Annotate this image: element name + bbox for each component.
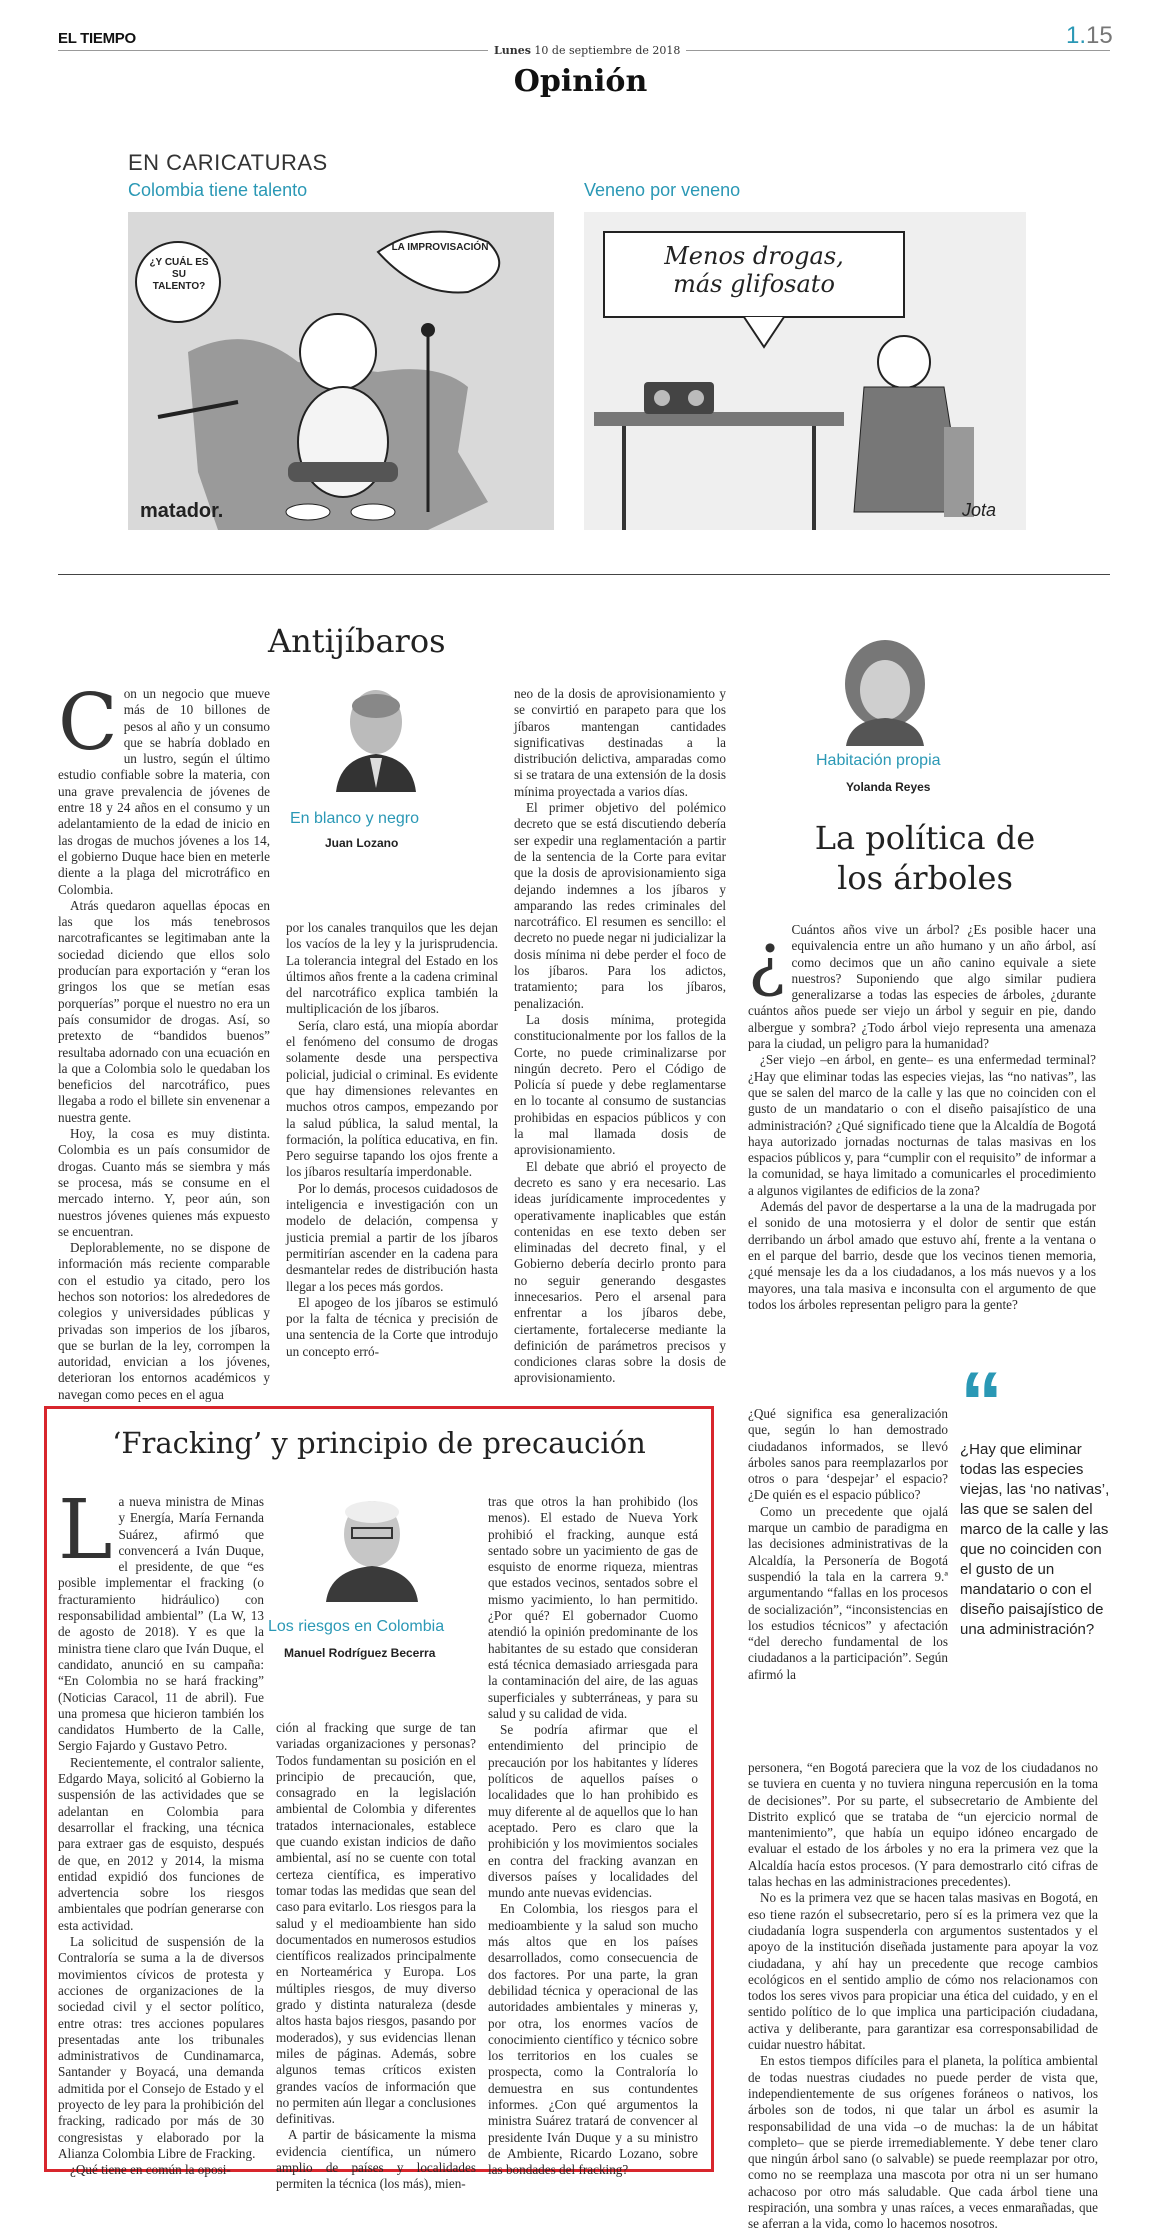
antijibaros-paragraph: Deplorablemente, no se dispone de información más reciente comparable con el estudio ya citado, pero los hechos son notorios: los alrededores de colegios y universidades públicas y privadas son imperios de los jíbaros, que se burlan de la ley, corrompen la autoridad, envician a los jóvenes, deterioran los entornos académicos y navegan como peces en el agua xyxy=(58,1240,270,1402)
fracking-drop-cap: L xyxy=(58,1483,113,1578)
cartoon-veneno-por-veneno xyxy=(584,212,1026,530)
cartoon-bubble-improvisacion: LA IMPROVISACIÓN xyxy=(391,242,489,253)
antijibaros-paragraph: El primer objetivo del polémico decreto que se está discutiendo debería ser expedir una reglamentación a partir de la sentencia de la Corte para evitar que la dosis de aprovisionamiento siga dejando indemnes a los jíbaros y amparando las redes criminales del narcotráfico. El resumen es sencillo: el decreto no puede negar ni judicializar la dosis mínima ni debe perder el foco de los jíbaros. Para los adictos, tratamiento; para los jíbaros, penalización. xyxy=(514,800,726,1011)
fracking-col-1 xyxy=(58,1483,264,2178)
cartoon-colombia-talento xyxy=(128,212,554,530)
fracking-paragraph: ¿Qué tiene en común la oposi- xyxy=(70,2162,231,2178)
arboles-paragraph: En estos tiempos difíciles para el planeta, la política ambiental de todas nuestras ciudades no puede perder de vista que, independientemente de sus orígenes foráneos o nativos, los árboles son de todos, ni que talar un árbol es asumir la responsabilidad de una vida –o de muchas: la de un hábitat completo– que se pierde irremediablemente. Y debe tener claro que ningún árbol sano (o salvable) se puede reemplazar por otro, como no se reemplaza una mascota por otra ni un ser humano achacoso por otro más saludable. Que cada árbol tiene una respiración, una sombra y unas raíces, a veces enmarañadas, que se aferran a la vida, como lo hacemos nosotros. xyxy=(748,2053,1098,2232)
arboles-title xyxy=(740,818,1110,898)
fracking-column-name: Los riesgos en Colombia xyxy=(268,1618,445,1635)
page-number-section: 1. xyxy=(1066,22,1087,49)
cartoon-caption-line-2: más glifosato xyxy=(673,270,835,298)
issue-date xyxy=(488,44,686,57)
fracking-title: ‘Fracking’ y principio de precaución xyxy=(112,1426,646,1460)
cartoonist-signature-right: Jota xyxy=(962,500,997,520)
antijibaros-drop-cap: C xyxy=(58,678,118,768)
arboles-col-lower xyxy=(748,1760,1098,2232)
fracking-paragraph: a nueva ministra de Minas y Energía, María Fernanda Suárez, afirmó que convencerá a Iván Duque, el presidente, de que “es posible implementar el fracking (o fracturamiento hidráulico) con responsabilidad ambiental” (La W, 13 de agosto de 2018). Y es que la ministra tiene claro que Iván Duque, el candidato, anunció en su campaña: “En Colombia no se hará fracking” (Noticias Caracol, 11 de abril). Fue una promesa que hicieron también los candidatos Humberto de la Calle, Sergio Fajardo y Gustavo Petro. xyxy=(58,1494,264,1754)
fracking-paragraph: A partir de básicamente la misma evidencia científica, un número amplio de países y localidades permiten la técnica (los más), mien- xyxy=(276,2127,476,2192)
arboles-paragraph: Cuántos años vive un árbol? ¿Es posible hacer una equivalencia entre un año humano y un año árbol, así como decimos que un año canino equivale a siete nuestros? Suponiendo que algo similar pudiera generalizarse a todas las especies de árboles, ¿durante cuántos años puede ser viejo un árbol y seguir en pie, dando albergue y sombra? ¿Todo árbol viejo representa una amenaza para la ciudad, un peligro para la humanidad? xyxy=(748,922,1096,1052)
fracking-paragraph: Se podría afirmar que el entendimiento del principio de precaución por los habitantes y líderes políticos de aquellos países o localidades que lo han prohibido es muy diferente al de aquellos que lo han aceptado. Pero es claro que la prohibición y los movimientos sociales en contra del fracking avanzan en diversos países y localidades del mundo ante nuevas evidencias. xyxy=(488,1722,698,1901)
antijibaros-paragraph: Por lo demás, procesos cuidadosos de inteligencia e investigación con un modelo de delación, compensa y justicia premial a partir de los jíbaros permitirían ascender en la cadena para desmantelar redes de distribución hasta llegar a los peces más gordos. xyxy=(286,1180,498,1294)
fracking-col-2 xyxy=(276,1720,476,2192)
arboles-author: Yolanda Reyes xyxy=(846,780,931,794)
cartoon-caption xyxy=(604,242,904,298)
fracking-paragraph: En Colombia, los riesgos para el medioambiente y la salud son mucho más altos que en los países desarrollados, como consecuencia de dos factores. Por una parte, la gran debilidad técnica y operacional de las autoridades ambientales y mineras y, por otra, los enormes vacíos de conocimiento científico y técnico sobre los territorios en los cuales se prospecta, como la Contraloría lo demuestra en sus contundentes informes. ¿Con qué argumentos la ministra Suárez tratará de convencer al presidente Iván Duque y a su ministro de Ambiente, Ricardo Lozano, sobre las bondades del fracking? xyxy=(488,1901,698,2178)
antijibaros-paragraph: por los canales tranquilos que les dejan los vacíos de la ley y la jurisprudencia. La tolerancia integral del Estado en los últimos años frente a la cadena criminal del narcotráfico explica también la multiplicación de los jíbaros. xyxy=(286,920,498,1017)
arboles-title-line-1: La política de xyxy=(814,819,1036,857)
antijibaros-col-2 xyxy=(286,920,498,1392)
fracking-paragraph: La solicitud de suspensión de la Contraloría se suma a la de diversos movimientos cívicos de protesta y acciones de organizaciones de la sociedad civil y el sector político, entre otras: tres acciones populares presentadas ante los tribunales administrativos de Cundinamarca, Santander y Boyacá, una demanda admitida por el Consejo de Estado y el proyecto de ley para la prohibición del fracking, radicado por más de 30 congresistas y elaborado por la Alianza Colombia Libre de Fracking. xyxy=(58,1934,264,2161)
arboles-col-upper xyxy=(748,918,1096,1406)
newspaper-logo: EL TIEMPO xyxy=(58,30,136,47)
antijibaros-paragraph: Hoy, la cosa es muy distinta. Colombia es un país consumidor de drogas. Cuanto más se siembra y más se procesa, más se consume en el mercado interno. Y, peor aún, son nuestros jóvenes quienes más expuesto se encuentran. xyxy=(58,1126,270,1239)
arboles-drop-cap: ¿ xyxy=(748,918,786,1000)
pull-quote-mark: “ xyxy=(960,1355,1003,1451)
cartoon-bubble-talento: ¿Y CUÁL ES SU TALENTO? xyxy=(149,257,209,292)
antijibaros-author: Juan Lozano xyxy=(325,836,399,850)
yolanda-reyes-photo xyxy=(840,626,930,746)
antijibaros-paragraph: El apogeo de los jíbaros se estimuló por la falta de técnica y precisión de una sentencia de la Corte que introdujo un concepto erró- xyxy=(286,1294,498,1359)
fracking-col-3 xyxy=(488,1494,698,2178)
section-title: Opinión xyxy=(513,64,648,99)
antijibaros-paragraph: Atrás quedaron aquellas épocas en las que los más tenebrosos narcotraficantes se legitimaban ante la sociedad diciendo que ellos solo producían para exportación y “eran los gringos los que se metían esas porquerías” porque el nuestro no era un país consumidor de drogas. Así, so pretexto de “bandidos buenos” resultaba adornado con una ecuación en la que a Colombia solo le quedaban los beneficios del narcotráfico, pues llegaba a rodo el billete sin envenenar a nuestra gente. xyxy=(58,897,270,1125)
date-text: 10 de septiembre de 2018 xyxy=(534,44,681,57)
left-cartoon-title: Colombia tiene talento xyxy=(128,180,308,200)
arboles-paragraph: No es la primera vez que se hacen talas masivas en Bogotá, en eso tiene razón el subsecretario, pero sí es la primera vez que la ciudadanía logra suspenderla con argumentos sustentados y el apoyo de la institución diseñada justamente para apoyar la voz ciudadana, y ahí hay un precedente que recoge cambios ecológicos en el sentido amplio de cómo nos relacionamos con todos los seres vivos para propiciar una ética del cuidado, y en el sentido político de lo que implica una participación ciudadana, activa y deliberante, para garantizar esa corresponsabilidad de cuidar nuestro hábitat. xyxy=(748,1890,1098,2053)
right-cartoon-title: Veneno por veneno xyxy=(584,180,741,200)
date-day: Lunes xyxy=(494,44,531,57)
antijibaros-col-1 xyxy=(58,678,270,1402)
fracking-paragraph: ción al fracking que surge de tan variadas organizaciones y personas? Todos fundamentan su posición en el principio de precaución, que, consagrado en la legislación ambiental de Colombia y diferentes tratados internacionales, establece que cuando existan indicios de daño ambiental, así no se cuente con total certeza científica, es imperativo tomar todas las medidas que sean del caso para evitarlo. Los riesgos para la salud y el medioambiente han sido documentados en numerosos estudios científicos realizados principalmente en Norteamérica y Europa. Los múltiples riesgos, de muy diverso grado y distinta naturaleza (desde altos hasta bajos riesgos, pasando por moderados), y sus evidencias llenan miles de páginas. Además, sobre algunos temas críticos existen grandes vacíos de información que no permiten aún llegar a conclusiones definitivas. xyxy=(276,1720,476,2127)
arboles-paragraph: ¿Ser viejo –en árbol, en gente– es una enfermedad terminal? ¿Hay que eliminar todas las especies viejas, las “no nativas”, las que se salen del marco de la calle y las que no coinciden con el gusto de un mandatario o con el diseño paisajístico de una administración? ¿Qué significado tiene que la Alcaldía de Bogotá haya autorizado jornadas nocturnas de talas masivas en los espacios públicos y, para “cumplir con el requisito” de informar a la comunidad, se haya limitado a comunicarles el procedimiento a algunos vigilantes de edificios de la zona? xyxy=(748,1052,1096,1198)
fracking-author: Manuel Rodríguez Becerra xyxy=(284,1646,436,1660)
juan-lozano-photo xyxy=(332,682,420,792)
portrait-lozano xyxy=(332,682,420,792)
page-number xyxy=(1066,22,1113,50)
arboles-paragraph: Además del pavor de despertarse a la una de la madrugada por el sonido de una motosierra y el dolor de sentir que están derribando un árbol amado que estuvo ahí, frente a la ventana o en el parque del barrio, desde que los vecinos tienen memoria, ¿qué mensaje les da a los ciudadanos, a los más nuevos y a los mayores, una tala masiva e inconsulta con el argumento de que todos los árboles representan peligro para la gente? xyxy=(748,1199,1096,1312)
antijibaros-paragraph: El debate que abrió el proyecto de decreto es sano y era necesario. Las ideas jurídicamente improcedentes y operativamente inaplicables que están contenidas en ese texto deben ser eliminadas del decreto final, y el Gobierno debería decirlo pronto para no seguir generando desgastes innecesarios. Pero el arsenal para enfrentar a los jíbaros debe, ciertamente, fortalecerse mediante la definición de parámetros precisos y condiciones claras sobre la dosis de aprovisionamiento. xyxy=(514,1158,726,1386)
fracking-paragraph: Recientemente, el contralor saliente, Edgardo Maya, solicitó al Gobierno la suspensión de las actividades que se adelantan en Colombia para desarrollar el fracking, una técnica para extraer gas de esquisto, después de que, en 2012 y 2014, la misma entidad expidió dos funciones de advertencia sobre los riesgos ambientales que podrían generarse con esta actividad. xyxy=(58,1754,264,1933)
section-divider xyxy=(58,574,1110,575)
antijibaros-col-3 xyxy=(514,686,726,1392)
antijibaros-paragraph: neo de la dosis de aprovisionamiento y se convirtió en parapeto para que los jíbaros mantengan cantidades significativas destinadas a la distribución delictiva, amparadas como si se tratara de una extensión de la dosis mínima proyectada a varios días. xyxy=(514,686,726,799)
fracking-paragraph: tras que otros la han prohibido (los menos). El estado de Nueva York prohibió el fracking, aunque está sentado sobre un yacimiento de gas de esquisto de enorme riqueza, mientras que estados vecinos, sentados sobre el mismo yacimiento, lo han permitido. ¿Por qué? El gobernador Cuomo atendió la opinión predominante de los habitantes de su estado que consideran está técnica demasiado arriesgada para la contaminación del aire, de las aguas superficiales y subterráneas, y para su salud y su calidad de vida. xyxy=(488,1494,698,1721)
arboles-paragraph: Como un precedente que ojalá marque un cambio de paradigma en las decisiones administrativas de la Alcaldía, la Personería de Bogotá suspendió la tala en la carrera 9.ª argumentando “fallas en los procesos de socialización”, “inconsistencias en los estudios técnicos” y afectación “del derecho fundamental de los ciudadanos a la participación”. Según afirmó la xyxy=(748,1503,948,1682)
rodriguez-becerra-photo xyxy=(320,1492,424,1602)
page-number-page: 15 xyxy=(1086,22,1113,49)
cartoonist-signature-left: matador. xyxy=(140,500,224,522)
antijibaros-column-name: En blanco y negro xyxy=(290,810,419,827)
pull-quote: ¿Hay que eliminar todas las especies viejas, las ‘no nativas’, las que se salen del marco de la calle y las que no coinciden con el gusto de un mandatario o con el diseño paisajístico de una administración? xyxy=(960,1441,1110,1638)
caricaturas-heading: EN CARICATURAS xyxy=(128,150,328,175)
antijibaros-paragraph: on un negocio que mueve más de 10 billones de pesos al año y un consumo que se habría doblado en un lustro, según el último estudio confiable sobre la materia, con una grave prevalencia de jóvenes de entre 18 y 24 años en el consumo y un adelantamiento de la edad de inicio en las drogas de muchos jóvenes a los 14, el gobierno Duque hace bien en meterle diente a la plaga del microtráfico en Colombia. xyxy=(58,686,270,897)
antijibaros-paragraph: Sería, claro está, una miopía abordar el fenómeno del consumo de drogas solamente desde una perspectiva policial, judicial o criminal. Es evidente que hay dimensiones relevantes en muchos otros campos, empezando por la salud pública, la salud mental, la formación, la política educativa, en fin. Pero seguirse tapando los ojos frente a los jíbaros resultaría imperdonable. xyxy=(286,1017,498,1180)
arboles-paragraph: ¿Qué significa esa generalización que, según lo han demostrado ciudadanos informados, se llevó árboles sanos para reemplazarlos por otros o para ‘despejar’ el espacio? ¿De quién es el espacio público? xyxy=(748,1406,948,1503)
antijibaros-title: Antijíbaros xyxy=(268,622,446,660)
arboles-paragraph: personera, “en Bogotá pareciera que la voz de los ciudadanos no se tuviera en cuenta y no tuviera ninguna repercusión en la toma de decisiones”. Por su parte, el subsecretario de Ambiente del Distrito explicó que se trataba de “un ejercicio normal de mantenimiento”, que había un equipo idóneo encargado de evaluar el estado de los árboles y no era la primera vez que la Alcaldía hacía estos procesos. (Y para demostrarlo citó cifras de talas hechas en las administraciones precedentes). xyxy=(748,1760,1098,1890)
arboles-col-mid xyxy=(748,1406,948,1760)
cartoon-caption-line-1: Menos drogas, xyxy=(664,242,844,270)
antijibaros-paragraph: La dosis mínima, protegida constitucionalmente por los fallos de la Corte, no puede criminalizarse por ningún decreto. Pero el Código de Policía sí puede y debe reglamentarse en lo tocante al consumo de sustancias prohibidas en espacios públicos y con la mal llamada dosis de aprovisionamiento. xyxy=(514,1011,726,1158)
portrait-rodriguez xyxy=(320,1492,424,1602)
portrait-reyes xyxy=(840,626,930,746)
arboles-title-line-2: los árboles xyxy=(837,859,1013,897)
arboles-column-name: Habitación propia xyxy=(816,752,941,769)
